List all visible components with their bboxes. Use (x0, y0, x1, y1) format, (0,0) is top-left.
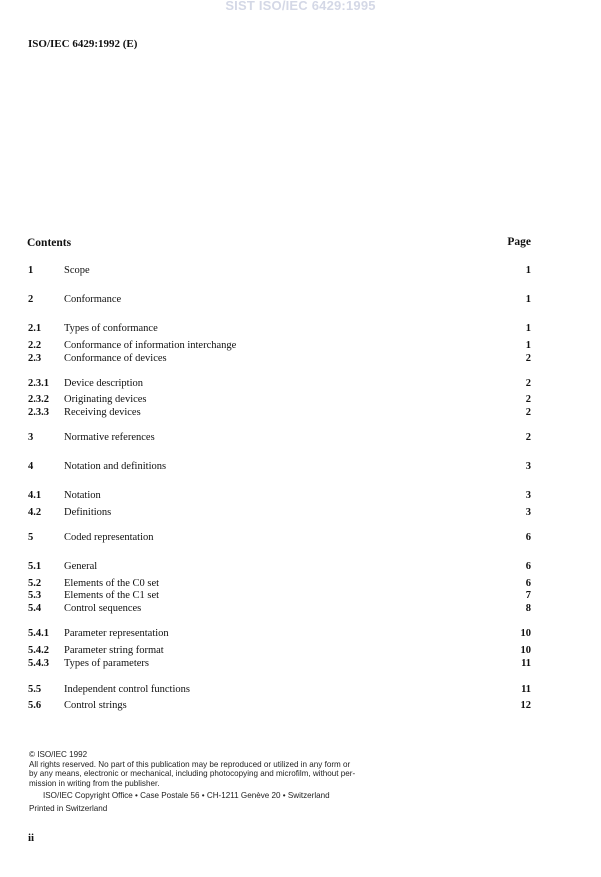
toc-entry-number: 5.1 (28, 561, 42, 572)
toc-entry-page: 3 (525, 507, 531, 518)
copyright-notice: © ISO/IEC 1992 (29, 750, 88, 759)
page-number: ii (28, 832, 35, 844)
copyright-block (29, 750, 389, 814)
toc-entry (0, 322, 601, 336)
toc-entry-title: Types of conformance (64, 323, 158, 334)
toc-entry-title: Elements of the C1 set (64, 590, 160, 601)
toc-entry-title: Conformance (64, 294, 122, 305)
toc-entry-number: 5.3 (28, 590, 42, 601)
toc-entry-title: Control sequences (64, 603, 142, 614)
toc-entry-number: 2.2 (28, 340, 42, 351)
contents-heading: Contents (27, 237, 72, 249)
document-id: ISO/IEC 6429:1992 (E) (28, 38, 138, 50)
toc-entry (0, 431, 601, 445)
toc-entry-number: 4.1 (28, 490, 42, 501)
toc-entry (0, 460, 601, 474)
toc-entry-title: Receiving devices (64, 407, 141, 418)
toc-entry (0, 489, 601, 503)
toc-entry-page: 3 (525, 490, 531, 501)
toc-entry (0, 352, 601, 366)
toc-entry-page: 6 (525, 532, 531, 543)
toc-entry-number: 5 (28, 532, 34, 543)
toc-entry-number: 5.2 (28, 578, 42, 589)
toc-entry-title: Notation (64, 490, 101, 501)
toc-entry-number: 5.5 (28, 684, 42, 695)
toc-entry-number: 2.1 (28, 323, 42, 334)
toc-entry (0, 683, 601, 697)
toc-entry-page: 2 (525, 353, 531, 364)
toc-entry-title: Elements of the C0 set (64, 578, 160, 589)
toc-entry (0, 602, 601, 616)
toc-entry (0, 531, 601, 545)
toc-entry-page: 2 (525, 432, 531, 443)
toc-entry-page: 6 (525, 561, 531, 572)
rights-text-line: mission in writing from the publisher. (29, 778, 160, 788)
toc-entry-title: Conformance of information interchange (64, 340, 237, 351)
toc-entry (0, 293, 601, 307)
toc-entry-title: Definitions (64, 507, 112, 518)
toc-entry-page: 10 (520, 645, 531, 656)
toc-entry (0, 377, 601, 391)
toc-entry-title: Notation and definitions (64, 461, 167, 472)
toc-entry-page: 7 (525, 590, 531, 601)
toc-entry-number: 2.3 (28, 353, 42, 364)
toc-entry-title: Originating devices (64, 394, 147, 405)
toc-entry-page: 2 (525, 407, 531, 418)
toc-entry-number: 5.4.2 (28, 645, 49, 656)
toc-entry-title: Types of parameters (64, 658, 149, 669)
toc-entry-page: 2 (525, 378, 531, 389)
toc-entry-title: Parameter string format (64, 645, 164, 656)
toc-entry-title: Conformance of devices (64, 353, 167, 364)
toc-entry-number: 5.4.1 (28, 628, 49, 639)
toc-entry-number: 2 (28, 294, 34, 305)
toc-entry-page: 2 (525, 394, 531, 405)
toc-entry-page: 8 (525, 603, 531, 614)
toc-entry-number: 4.2 (28, 507, 42, 518)
toc-entry-title: Normative references (64, 432, 155, 443)
toc-entry-number: 2.3.3 (28, 407, 49, 418)
toc-entry-number: 3 (28, 432, 34, 443)
toc-entry-page: 10 (520, 628, 531, 639)
toc-entry-number: 2.3.2 (28, 394, 49, 405)
toc-entry-title: Device description (64, 378, 144, 389)
rights-text-line: All rights reserved. No part of this publication may be reproduced or utilized in any form or (29, 759, 351, 769)
toc-entry-title: Coded representation (64, 532, 154, 543)
toc-entry (0, 589, 601, 603)
toc-entry-page: 11 (521, 658, 531, 669)
toc-entry (0, 264, 601, 278)
toc-entry-page: 1 (525, 323, 531, 334)
toc-entry-title: Independent control functions (64, 684, 190, 695)
toc-entry (0, 560, 601, 574)
toc-entry-page: 1 (525, 294, 531, 305)
toc-entry-page: 1 (525, 340, 531, 351)
toc-entry-number: 1 (28, 265, 34, 276)
toc-entry-page: 1 (525, 265, 531, 276)
toc-entry-page: 3 (525, 461, 531, 472)
toc-entry-title: Control strings (64, 700, 127, 711)
toc-entry (0, 644, 601, 658)
toc-entry (0, 627, 601, 641)
toc-entry-number: 5.4.3 (28, 658, 49, 669)
toc-entry-number: 5.6 (28, 700, 42, 711)
toc-entry (0, 406, 601, 420)
toc-entry-page: 6 (525, 578, 531, 589)
watermark: SIST ISO/IEC 6429:1995 (225, 0, 376, 13)
toc-entry-page: 12 (520, 700, 531, 711)
toc-entry-number: 2.3.1 (28, 378, 49, 389)
rights-text-line: by any means, electronic or mechanical, including photocopying and microfilm, without per- (29, 769, 356, 779)
copyright-office-address: ISO/IEC Copyright Office • Case Postale 56 • CH-1211 Genève 20 • Switzerland (43, 791, 330, 801)
toc-entry-number: 5.4 (28, 603, 42, 614)
toc-entry (0, 393, 601, 407)
toc-entry (0, 699, 601, 713)
printed-in: Printed in Switzerland (29, 803, 108, 813)
toc-entry-title: General (64, 561, 98, 572)
toc-entry-page: 11 (521, 684, 531, 695)
toc-entry (0, 657, 601, 671)
toc-entry-number: 4 (28, 461, 34, 472)
toc-entry (0, 506, 601, 520)
toc-entry (0, 339, 601, 353)
page-column-heading: Page (507, 236, 531, 248)
toc-entry-title: Parameter representation (64, 628, 169, 639)
toc-entry-title: Scope (64, 265, 90, 276)
